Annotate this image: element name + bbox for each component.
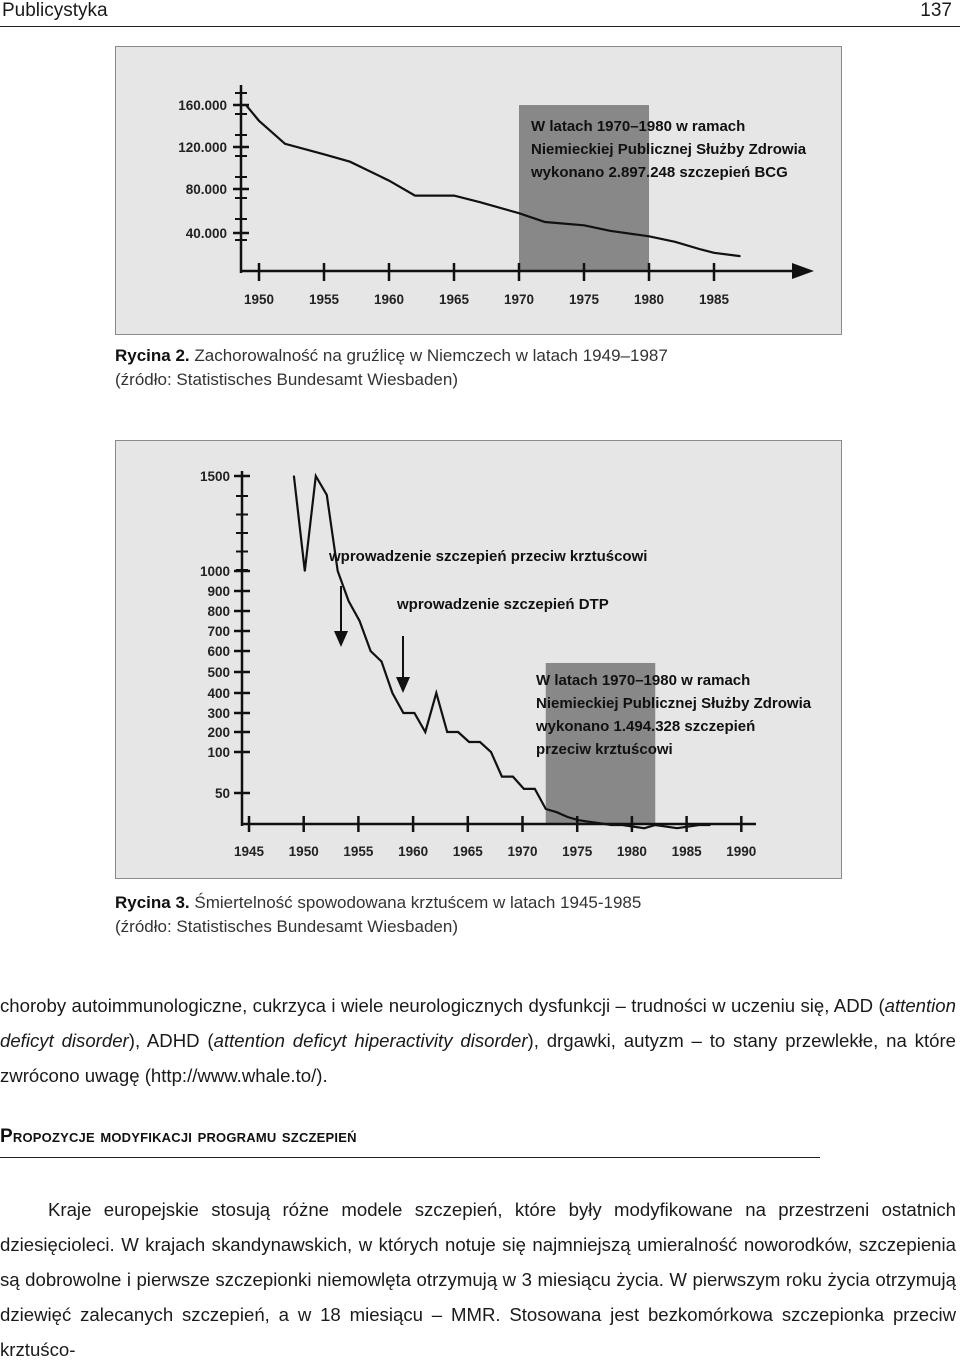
y-tick-label: 900 (207, 584, 230, 599)
data-point (674, 241, 676, 243)
annotation-arrow-head (334, 631, 348, 647)
x-tick-label: 1945 (233, 844, 265, 859)
annotation-line: wykonano 2.897.248 szczepień BCG (531, 164, 788, 181)
x-tick-label: 1970 (503, 292, 535, 307)
data-point (403, 712, 405, 714)
p1-text-a: choroby autoimmunologiczne, cukrzyca i wiele neurologicznych dysfunkcji – trudności w uczeniu się, ADD ( (0, 995, 885, 1016)
data-point (284, 143, 286, 145)
annotation-line: W latach 1970–1980 w ramach (531, 118, 746, 135)
figure-3-source: (źródło: Statistisches Bundesamt Wiesbaden) (115, 917, 458, 936)
x-tick-label: 1950 (288, 844, 319, 859)
tuberculosis-chart (115, 46, 842, 335)
data-point (258, 120, 260, 122)
data-point (293, 475, 295, 477)
x-tick-label: 1970 (507, 844, 538, 859)
y-tick-label: 1000 (199, 564, 230, 579)
y-tick-label: 80.000 (185, 182, 227, 197)
data-point (323, 154, 325, 156)
annotation-arrow-head (396, 677, 410, 693)
data-point (609, 230, 611, 232)
data-point (622, 824, 624, 826)
x-tick-label: 1950 (243, 292, 275, 307)
annotation-line: W latach 1970–1980 w ramach (536, 672, 751, 689)
data-point (468, 741, 470, 743)
data-point (414, 195, 416, 197)
x-tick-label: 1975 (562, 844, 593, 859)
x-tick-label: 1975 (568, 292, 600, 307)
data-point (523, 788, 525, 790)
data-point (698, 824, 700, 826)
data-point (446, 731, 448, 733)
y-tick-label: 120.000 (178, 140, 227, 155)
x-tick-label: 1990 (726, 844, 757, 859)
y-tick-label: 200 (207, 725, 230, 740)
data-point (700, 249, 702, 251)
data-point (304, 570, 306, 572)
data-point (512, 776, 514, 778)
x-tick-label: 1960 (398, 844, 429, 859)
data-point (490, 751, 492, 753)
y-tick-label: 600 (207, 644, 230, 659)
data-point (544, 221, 546, 223)
p1-text-c: ), drgawki, autyzm – to stany przewlekłe, na które zwrócono uwagę (http://www.whale.to/). (0, 1030, 956, 1086)
data-point (381, 661, 383, 663)
x-tick-label: 1965 (438, 292, 470, 307)
p1-text-b: ), ADHD ( (128, 1030, 214, 1051)
data-point (479, 201, 481, 203)
y-tick-label: 160.000 (178, 98, 227, 113)
figure-2-label: Rycina 2. (115, 346, 190, 365)
page-header (0, 0, 960, 27)
x-tick-label: 1955 (308, 292, 340, 307)
data-point (435, 692, 437, 694)
data-point (556, 811, 558, 813)
y-tick-label: 400 (207, 686, 230, 701)
section-name: Publicystyka (2, 0, 108, 21)
data-point (676, 827, 678, 829)
figure-3-label: Rycina 3. (115, 893, 190, 912)
data-point (648, 236, 650, 238)
y-tick-label: 40.000 (185, 226, 227, 241)
y-tick-label: 1500 (199, 469, 230, 484)
arrow-label: wprowadzenie szczepień przeciw krztuścowi (329, 548, 648, 565)
data-point (600, 823, 602, 825)
y-tick-label: 100 (207, 745, 230, 760)
data-point (414, 712, 416, 714)
data-point (245, 104, 247, 106)
figure-2-caption (115, 344, 668, 392)
figure-3-caption (115, 891, 641, 939)
page-number: 137 (920, 0, 952, 21)
data-point (479, 741, 481, 743)
data-point (425, 731, 427, 733)
x-tick-label: 1980 (633, 292, 665, 307)
data-point (348, 600, 350, 602)
arrow-label: wprowadzenie szczepień DTP (397, 596, 609, 613)
data-point (315, 475, 317, 477)
data-point (545, 808, 547, 810)
data-point (326, 494, 328, 496)
y-tick-label: 300 (207, 706, 230, 721)
x-axis-arrow (792, 263, 814, 279)
data-point (501, 776, 503, 778)
annotation-line: wykonano 1.494.328 szczepień (536, 718, 756, 735)
heading-underline (0, 1157, 820, 1158)
x-tick-label: 1965 (452, 844, 483, 859)
data-point (567, 816, 569, 818)
data-point (370, 650, 372, 652)
data-point (518, 212, 520, 214)
figure-3-text: Śmiertelność spowodowana krztuścem w latach 1945-1985 (194, 893, 642, 912)
data-point (578, 819, 580, 821)
body-paragraph-1 (0, 988, 956, 1093)
section-heading: Propozycje modyfikacji programu szczepień (0, 1126, 357, 1147)
x-tick-label: 1960 (373, 292, 405, 307)
data-point (654, 824, 656, 826)
data-point (359, 620, 361, 622)
tuberculosis-chart-svg (116, 47, 841, 334)
figure-2-text: Zachorowalność na gruźlicę w Niemczech w latach 1949–1987 (194, 346, 668, 365)
x-tick-label: 1980 (616, 844, 647, 859)
x-tick-label: 1985 (671, 844, 702, 859)
data-point (453, 195, 455, 197)
y-tick-label: 800 (207, 604, 230, 619)
data-point (589, 821, 591, 823)
data-point (713, 252, 715, 254)
data-point (583, 225, 585, 227)
data-point (337, 570, 339, 572)
x-tick-label: 1985 (698, 292, 730, 307)
body-paragraph-2: Kraje europejskie stosują różne modele szczepień, które były modyfikowane na przestrzeni ostatnich dziesięcioleci. W krajach skandynawskich, w których notuje się najmniejszą umieralność noworodków, szczepienia są dobrowolne i pierwsze szczepionki niemowlęta otrzymują w 3 miesiącu życia. W pierwszym roku życia otrzymują dziewięć zalecanych szczepień, a w 18 miesiącu – MMR. Stosowana jest bezkomórkowa szczepionka przeciw krztuśco- (0, 1199, 956, 1360)
pertussis-chart-svg (116, 441, 841, 878)
p1-term-add: attention deficyt disorder (0, 995, 956, 1051)
data-point (457, 731, 459, 733)
figure-2-source: (źródło: Statistisches Bundesamt Wiesbaden) (115, 370, 458, 389)
data-point (611, 824, 613, 826)
pertussis-chart (115, 440, 842, 879)
data-point (709, 824, 711, 826)
y-tick-label: 500 (207, 665, 230, 680)
data-point (388, 180, 390, 182)
y-tick-label: 50 (214, 786, 230, 801)
p1-term-adhd: attention deficyt hiperactivity disorder (213, 1030, 528, 1051)
data-point (644, 827, 646, 829)
data-point (633, 826, 635, 828)
y-tick-label: 700 (207, 624, 230, 639)
annotation-line: Niemieckiej Publicznej Służby Zdrowia (536, 695, 812, 712)
annotation-line: Niemieckiej Publicznej Służby Zdrowia (531, 141, 807, 158)
data-point (392, 692, 394, 694)
data-point (739, 255, 741, 257)
annotation-line: przeciw krztuścowi (536, 741, 673, 758)
data-point (534, 788, 536, 790)
x-tick-label: 1955 (343, 844, 374, 859)
data-point (349, 161, 351, 163)
